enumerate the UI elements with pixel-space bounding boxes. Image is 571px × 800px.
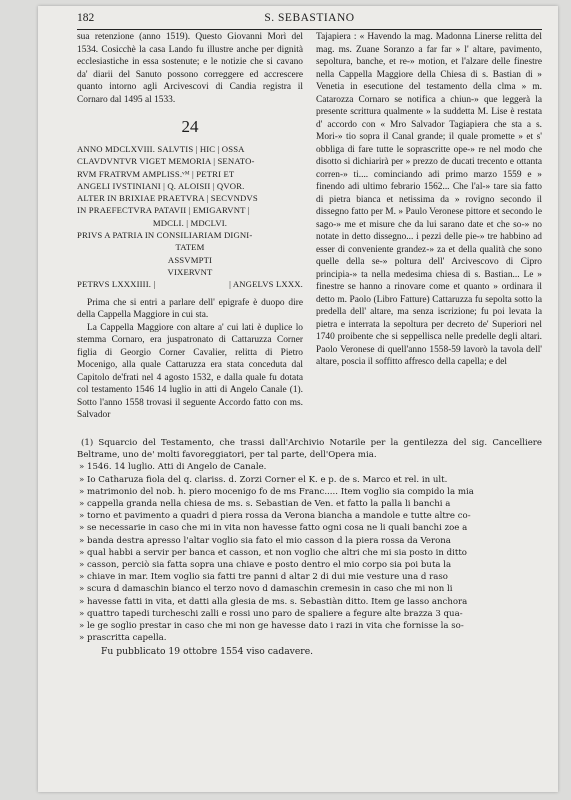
footnote-line: » se necessarie in caso che mi in vita non havesse fatto ogni cosa ne li quali banchi zoe a — [79, 523, 468, 534]
footnote-line: » prascritta capella. — [79, 633, 167, 644]
page-header — [77, 12, 542, 28]
footnote-line: » scura d damaschin bianco el terzo novo d damaschin cremesin in caso che mi non li — [79, 584, 453, 595]
page-number: 182 — [77, 12, 95, 24]
header-rule — [77, 29, 542, 30]
footnote-line: » qual habbi a servir per banca et casson, et non voglio che altri che mi sia posto in ditto — [79, 547, 467, 558]
paragraph: Tajapiera : « Havendo la mag. Madonna Linerse relitta del mag. ms. Zuane Soranzo a far far » l' altare, pavimento, sepoltura, banche, et re-» motion, et l'alzare delle finestre nella Cappella Maggiore della Chiesa di s. Bastian di » Venetia in esecutione del testamento della clma » m. Catarozza Cornaro se notifica a chiun-» que leggerà la presente scrittura qualmente » la suddetta M. Lise è restata d' accordo con « Mro Salvador Tagiapiera che sta a s. Mori-» tio sopra il Canal grande; il quale promette » et s' obbliga di fare tutte le soprascritte ope-» re nel modo che disotto si dichiarirà per » prezzo de ducati trecento e ottanta corren-» ti.... cominciando adi primo marzo 1559 e » finendo adi ultimo febrario 1562... Che l'al-» tare sia fatto di pietra bianca et netissima da » rovigno secondo il dissegno fatto per M. » Paulo Veronese pittore et secondo le sago-» me et misure che da lui sarano date et che so-» no notate in detto dissegno... i pezzi delle pie-» tre habbino ad esser di conveniente grandez-» za et della qualità che sono quelle della se-» poltura dell' Arcivescovo di Cipro principia-» ta nella medesima chiesa di s. Bastian... Le » finestre se hanno a rinovare come et quanto » ordinara il detto m. Paolo (Libro Fatture) Cattaruzza fu sepolta sotto la predella dell' altare, ma senza iscrizione; fu poi levata la pietra e interrata la sepoltura per decreto de' Superiori nel 1740 proibente che si seppellisca nelle predelle degli altari. Paolo Veronese di quell'anno 1558-59 lavorò la tavola dell' altare, poscia il soffitto affresco della capella; e del — [316, 32, 542, 367]
epigraph-line: ANGELI IVSTINIANI | Q. ALOISII | QVOR. — [77, 180, 245, 191]
footnote-line: » casson, perciò sia fatta sopra una chiave e posto dentro el mio corpo sia poi buta la — [79, 560, 452, 571]
epigraph-line: PRIVS A PATRIA IN CONSILIARIAM DIGNI- — [77, 230, 253, 241]
epigraph-names — [77, 278, 303, 290]
epigraph-name-left: PETRVS LXXXIIII. | — [77, 279, 156, 290]
section-number: 24 — [181, 117, 199, 136]
epigraph-line: IN PRAEFECTVRA PATAVII | EMIGARVNT | — [77, 205, 250, 216]
footnote-line: » chiave in mar. Item voglio sia fatti tre panni d altar 2 di dui mie vesture una d raso — [79, 572, 448, 583]
page-content — [77, 12, 542, 422]
footnote-line: » cappella granda nella chiesa de ms. s. Sebastian de Ven. et fatto la palla li banchi a — [79, 499, 451, 510]
footnote-line: » matrimonio del nob. h. piero mocenigo fo de ms Franc..... Item voglio sia compido la mia — [79, 486, 474, 497]
footnote-line: » quattro tapedi turcheschi zalli e rossi uno paro de spaliere a fegure alte brazza 3 qua- — [79, 608, 463, 619]
footnote-line: » banda destra apresso l'altar voglio sia fato el mio casson d la piera rossa da Verona — [79, 535, 451, 546]
epigraph-line: ASSVMPTI — [167, 254, 213, 265]
epigraph-line: ALTER IN BRIXIAE PRAETVRA | SECVNDVS — [77, 193, 258, 204]
epigraph-line: TATEM — [175, 242, 205, 253]
footnotes — [77, 437, 542, 659]
footnote-closing: Fu pubblicato 19 ottobre 1554 viso cadavere. — [101, 646, 314, 658]
epigraph — [77, 143, 303, 291]
epigraph-line: VIXERVNT — [167, 266, 213, 277]
footnote-intro: (1) Squarcio del Testamento, che trassi dall'Archivio Notarile per la gentilezza del sig. Cancelliere Beltrame, uno de' molti favoreggiatori, per tal parte, dell'Opera mia. — [77, 438, 542, 461]
epigraph-name-right: | ANGELVS LXXX. — [229, 279, 303, 290]
paragraph: La Cappella Maggiore con altare a' cui lati è duplice lo stemma Cornaro, era juspatronato di Cattaruzza Corner figlia di Georgio Corner Cavalier, relitta di Pietro Mocenigo, alla quale Cattaruzza era stata conceduta dal Capitolo de'frati nel 4 agosto 1532, e dalla quale fu dotata col testamento 1546 14 luglio in atti di Angelo Canale (1). Sotto l'anno 1558 trovasi il seguente Accordo fatto con ms. Salvador — [77, 322, 303, 421]
footnote-line: » havesse fatti in vita, et datti alla glesia de ms. s. Sebastiàn ditto. Item ge lasso anchora — [79, 596, 468, 607]
paragraph: sua retenzione (anno 1519). Questo Giovanni Morì del 1534. Cosicchè la casa Lando fu illustre anche per dignità ecclesiastiche in essa sostenute; e le notizie che si cavano da' diarii del Sanuto possono correggere ed accrescere quanto intorno agli Arcivescovi di Candia registra il Cornaro dal 1495 al 1533. — [77, 32, 303, 105]
paragraph: Prima che si entri a parlare dell' epigrafe è duopo dire della Cappella Maggiore in cui sta. — [77, 297, 303, 321]
footnote-line: » le ge soglio prestar in caso che mi non ge havesse dato i razi in vita che fornisse la so- — [79, 621, 464, 632]
running-title: S. SEBASTIANO — [264, 12, 355, 24]
two-column-body — [77, 31, 542, 422]
footnote-line: » Io Catharuza fiola del q. clariss. d. Zorzi Corner el K. e p. de s. Marco et rel. in ult. — [79, 474, 448, 485]
epigraph-line: MDCLI. | MDCLVI. — [152, 217, 228, 228]
epigraph-line: ANNO MDCLXVIII. SALVTIS | HIC | OSSA — [77, 144, 245, 154]
footnote-line: » 1546. 14 luglio. Atti di Angelo de Canale. — [79, 462, 267, 473]
epigraph-line: RVM FRATRVM AMPLISS.ᵛᴹ | PETRI ET — [77, 168, 235, 179]
epigraph-line: CLAVDVNTVR VIGET MEMORIA | SENATO- — [77, 156, 255, 167]
left-column — [77, 31, 303, 422]
footnote-line: » torno et pavimento a quadri d piera rossa da Verona biancha a mandole e tutte altre co- — [79, 511, 471, 522]
book-page — [38, 6, 558, 792]
right-column — [316, 31, 542, 422]
